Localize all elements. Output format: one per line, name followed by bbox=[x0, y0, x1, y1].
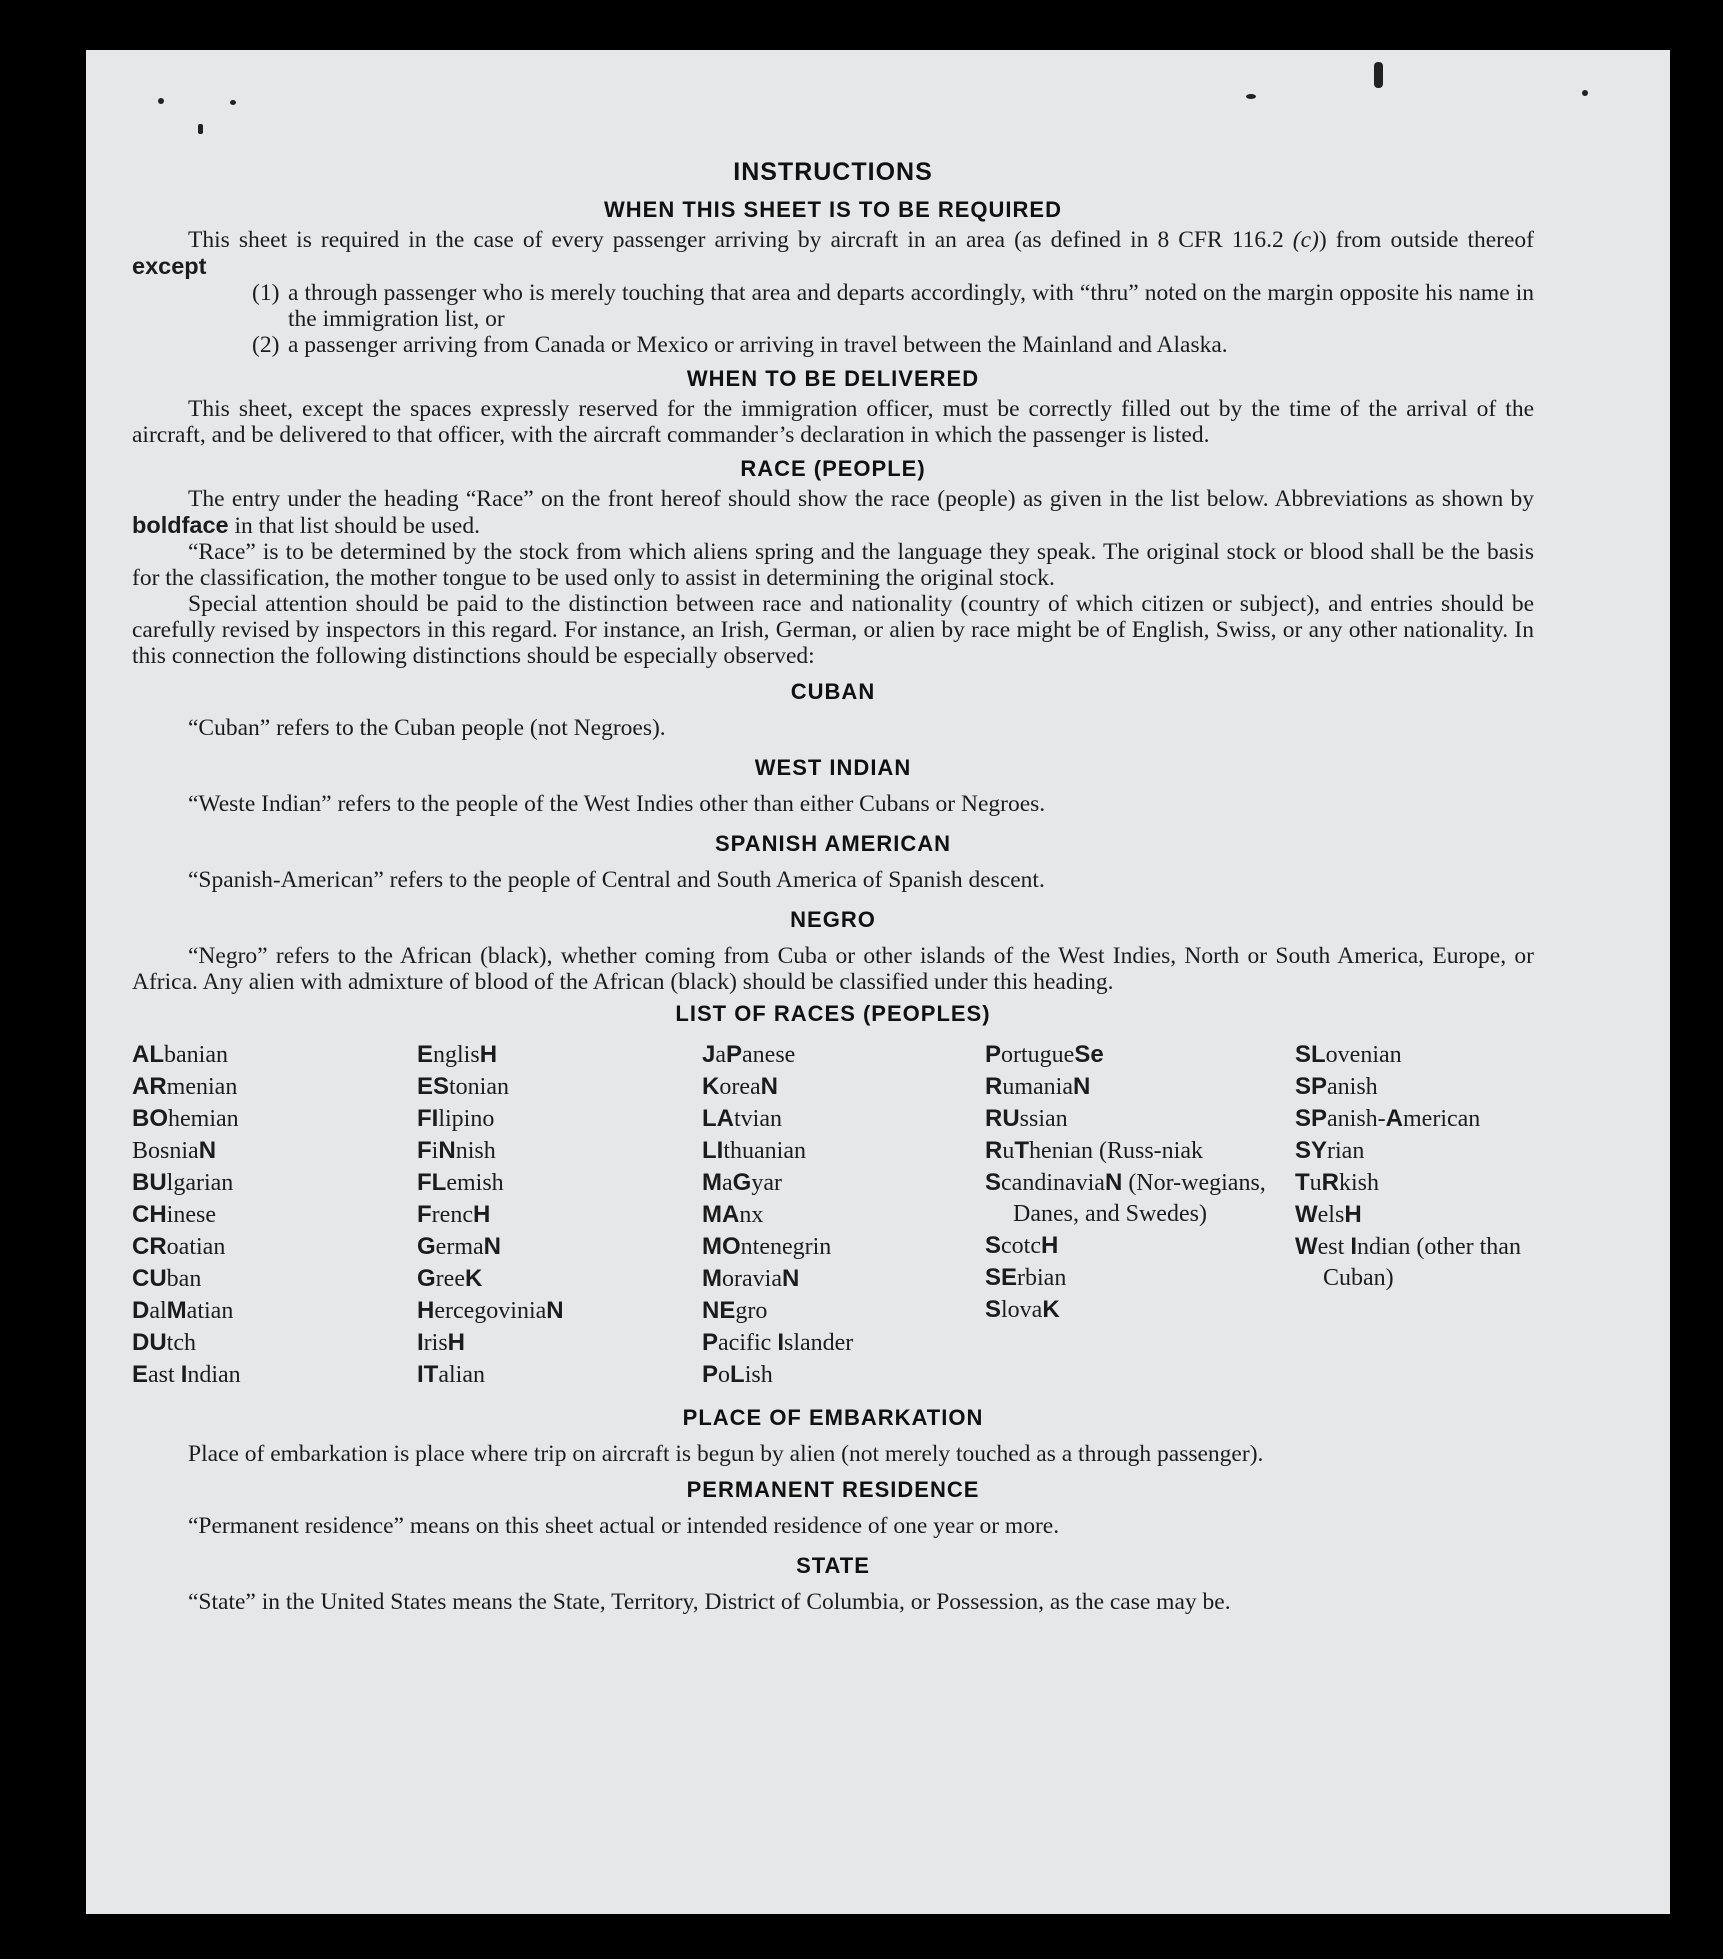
required-item: (1) a through passenger who is merely touching that area and departs accordingly, with “thru” noted on the margin opposite his name in the immigration list, or bbox=[252, 280, 1534, 332]
race-list-item: RumaniaN bbox=[985, 1073, 1091, 1100]
scan-speck bbox=[158, 98, 164, 104]
race-list-item: ARmenian bbox=[132, 1073, 238, 1100]
race-list-item: CHinese bbox=[132, 1201, 216, 1228]
race-list-item: East Indian bbox=[132, 1361, 241, 1388]
race-list-item: FrencH bbox=[417, 1201, 491, 1228]
race-list-item: TuRkish bbox=[1295, 1169, 1380, 1196]
race-list-item: GreeK bbox=[417, 1265, 483, 1292]
delivered-heading: WHEN TO BE DELIVERED bbox=[686, 366, 980, 391]
race-list-item: FLemish bbox=[417, 1169, 504, 1196]
race-list-column bbox=[417, 1039, 702, 1391]
race-list-item: DUtch bbox=[132, 1329, 196, 1356]
race-heading: RACE (PEOPLE) bbox=[740, 456, 926, 481]
residence-text: “Permanent residence” means on this sheet actual or intended residence of one year or more. bbox=[188, 1513, 1060, 1539]
race-list-item: ALbanian bbox=[132, 1041, 228, 1068]
race-list-item: LAtvian bbox=[702, 1105, 782, 1132]
race-list-column bbox=[132, 1039, 417, 1391]
race-paragraph-1: The entry under the heading “Race” on the front hereof should show the race (people) as given in the list below. Abbreviations as shown by boldface in that list should be used. bbox=[132, 486, 1534, 539]
race-list-item: BOhemian bbox=[132, 1105, 239, 1132]
race-list-item: BosniaN bbox=[132, 1137, 217, 1164]
race-list-item: SErbian bbox=[985, 1264, 1067, 1291]
race-list-item: EStonian bbox=[417, 1073, 510, 1100]
race-list-item: MaGyar bbox=[702, 1169, 782, 1196]
race-list-item: SYrian bbox=[1295, 1137, 1365, 1164]
race-paragraph-3: Special attention should be paid to the distinction between race and nationality (country of which citizen or subject), and entries should be carefully revised by inspectors in this regard. For instance, an Irish, German, or alien by race might be of English, Swiss, or any other nationality. In this connection the following distinctions should be especially observed: bbox=[132, 591, 1534, 669]
race-list-item: RUssian bbox=[985, 1105, 1068, 1132]
required-item: (2) a passenger arriving from Canada or Mexico or arriving in travel between the Mainland and Alaska. bbox=[252, 332, 1228, 358]
page-title: INSTRUCTIONS bbox=[733, 158, 933, 186]
embarkation-text: Place of embarkation is place where trip on aircraft is begun by alien (not merely touched as a through passenger). bbox=[188, 1441, 1264, 1467]
race-list-item: CUban bbox=[132, 1265, 202, 1292]
race-list-item: BUlgarian bbox=[132, 1169, 234, 1196]
race-list-item: HercegoviniaN bbox=[417, 1297, 564, 1324]
race-list-item: PoLish bbox=[702, 1361, 773, 1388]
scan-speck bbox=[198, 124, 203, 134]
state-heading: STATE bbox=[796, 1553, 870, 1578]
race-list-item: MOntenegrin bbox=[702, 1233, 832, 1260]
west-indian-text: “Weste Indian” refers to the people of the West Indies other than either Cubans or Negroes. bbox=[188, 791, 1046, 817]
residence-heading: PERMANENT RESIDENCE bbox=[686, 1477, 980, 1502]
cuban-text: “Cuban” refers to the Cuban people (not Negroes). bbox=[188, 715, 666, 741]
required-heading: WHEN THIS SHEET IS TO BE REQUIRED bbox=[604, 197, 1062, 222]
race-list-item: SLovenian bbox=[1295, 1041, 1402, 1068]
spanish-american-text: “Spanish-American” refers to the people of Central and South America of Spanish descent. bbox=[188, 867, 1045, 893]
race-list-item: WelsH bbox=[1295, 1201, 1362, 1228]
race-list-item: CRoatian bbox=[132, 1233, 226, 1260]
delivered-text: This sheet, except the spaces expressly reserved for the immigration officer, must be correctly filled out by the time of the arrival of the aircraft, and be delivered to that officer, with the aircraft commander’s declaration in which the passenger is listed. bbox=[132, 396, 1534, 448]
race-list-item: FIlipino bbox=[417, 1105, 495, 1132]
west-indian-heading: WEST INDIAN bbox=[754, 755, 912, 780]
race-list-item: JaPanese bbox=[702, 1041, 796, 1068]
race-list-column bbox=[985, 1039, 1295, 1391]
scan-speck bbox=[1374, 62, 1383, 88]
scan-speck bbox=[1246, 94, 1256, 99]
race-list-item: GermaN bbox=[417, 1233, 501, 1260]
required-intro: This sheet is required in the case of every passenger arriving by aircraft in an area (as defined in 8 CFR 116.2 (c)) from outside thereof except bbox=[132, 227, 1534, 279]
race-list bbox=[132, 1039, 1534, 1391]
race-list-item: ScotcH bbox=[985, 1232, 1059, 1259]
negro-heading: NEGRO bbox=[790, 907, 876, 932]
spanish-american-heading: SPANISH AMERICAN bbox=[714, 831, 951, 856]
document-content bbox=[132, 150, 1534, 1615]
race-list-item: RuThenian (Russ-niak bbox=[985, 1137, 1203, 1164]
race-list-item: West Indian (other than Cuban) bbox=[1295, 1233, 1521, 1291]
race-list-item: ScandinaviaN (Nor-wegians, Danes, and Swedes) bbox=[985, 1169, 1266, 1227]
race-list-item: SlovaK bbox=[985, 1296, 1060, 1323]
race-list-item: KoreaN bbox=[702, 1073, 778, 1100]
race-list-item: IrisH bbox=[417, 1329, 466, 1356]
state-text: “State” in the United States means the State, Territory, District of Columbia, or Possession, as the case may be. bbox=[188, 1589, 1231, 1615]
race-list-item: NEgro bbox=[702, 1297, 768, 1324]
race-list-item: ITalian bbox=[417, 1361, 485, 1388]
race-list-item: Pacific Islander bbox=[702, 1329, 854, 1356]
negro-text: “Negro” refers to the African (black), whether coming from Cuba or other islands of the West Indies, North or South America, Europe, or Africa. Any alien with admixture of blood of the African (black) should be classified under this heading. bbox=[132, 943, 1534, 995]
race-list-column bbox=[702, 1039, 985, 1391]
race-list-item: MAnx bbox=[702, 1201, 764, 1228]
cuban-heading: CUBAN bbox=[790, 679, 876, 704]
race-list-item: LIthuanian bbox=[702, 1137, 806, 1164]
race-list-item: EnglisH bbox=[417, 1041, 498, 1068]
race-list-column bbox=[1295, 1039, 1534, 1391]
race-list-item: SPanish-American bbox=[1295, 1105, 1481, 1132]
race-paragraph-2: “Race” is to be determined by the stock from which aliens spring and the language they speak. The original stock or blood shall be the basis for the classification, the mother tongue to be used only to assist in determining the original stock. bbox=[132, 539, 1534, 591]
scan-speck bbox=[230, 100, 236, 105]
scan-speck bbox=[1582, 90, 1588, 96]
race-list-heading: LIST OF RACES (PEOPLES) bbox=[675, 1001, 991, 1026]
embarkation-heading: PLACE OF EMBARKATION bbox=[682, 1405, 984, 1430]
race-list-item: SPanish bbox=[1295, 1073, 1378, 1100]
race-list-item: DalMatian bbox=[132, 1297, 234, 1324]
race-list-item: MoraviaN bbox=[702, 1265, 800, 1292]
race-list-item: PortugueSe bbox=[985, 1041, 1104, 1068]
race-list-item: FiNnish bbox=[417, 1137, 496, 1164]
